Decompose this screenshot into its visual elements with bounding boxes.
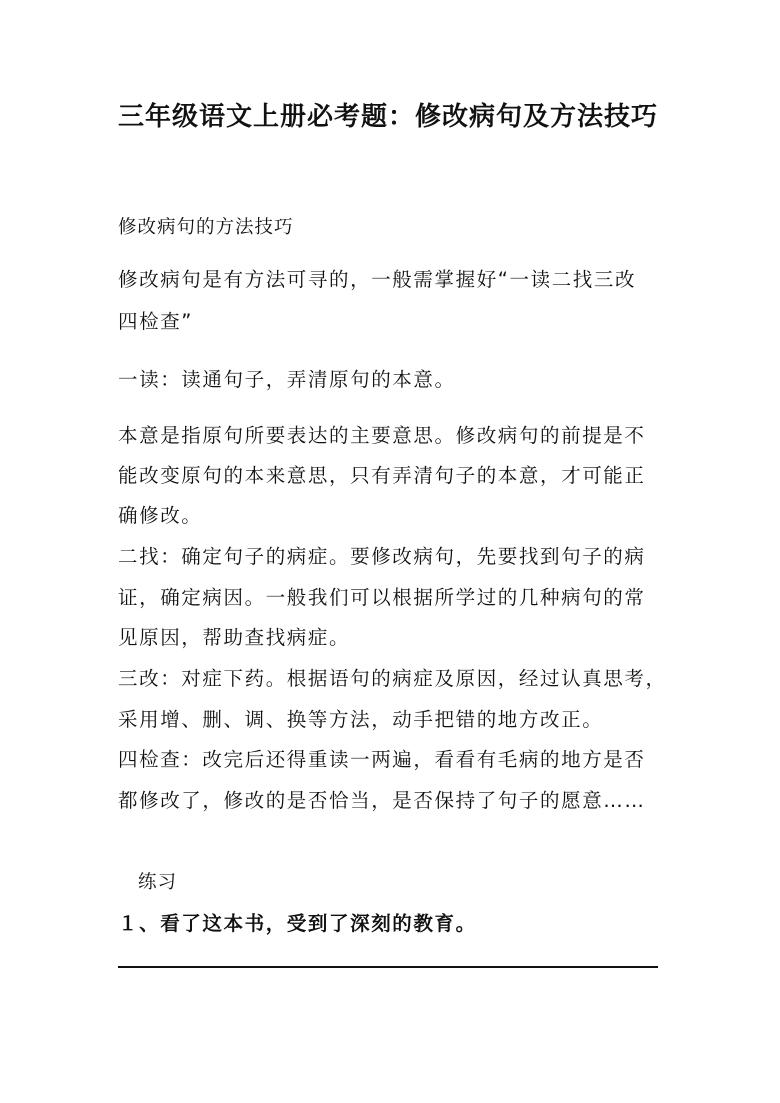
step-1-detail-line-2: 能改变原句的本来意思，只有弄清句子的本意，才可能正 xyxy=(118,464,646,487)
step-2-line-1: 二找：确定句子的病症。要修改病句，先要找到句子的病 xyxy=(118,545,646,568)
intro-line-1: 修改病句是有方法可寻的，一般需掌握好“一读二找三改 xyxy=(118,268,637,291)
answer-line xyxy=(118,966,658,968)
exercise-heading: 练习 xyxy=(138,872,178,893)
step-1-heading: 一读：读通句子，弄清原句的本意。 xyxy=(118,368,456,391)
intro-line-2: 四检查” xyxy=(118,310,194,333)
step-4-line-1: 四检查：改完后还得重读一两遍，看看有毛病的地方是否 xyxy=(118,748,646,771)
step-4-line-2: 都修改了，修改的是否恰当，是否保持了句子的愿意…… xyxy=(118,789,646,812)
section-heading: 修改病句的方法技巧 xyxy=(118,217,294,238)
step-1-detail-line-3: 确修改。 xyxy=(118,504,203,527)
step-2-line-3: 见原因，帮助查找病症。 xyxy=(118,626,351,649)
step-3-line-2: 采用增、删、调、换等方法，动手把错的地方改正。 xyxy=(118,708,604,731)
step-2-line-2: 证，确定病因。一般我们可以根据所学过的几种病句的常 xyxy=(118,586,646,609)
step-3-line-1: 三改：对症下药。根据语句的病症及原因，经过认真思考， xyxy=(118,667,667,690)
step-1-detail-line-1: 本意是指原句所要表达的主要意思。修改病句的前提是不 xyxy=(118,424,646,447)
page-title: 三年级语文上册必考题：修改病句及方法技巧 xyxy=(118,102,659,132)
exercise-item-1: １、看了这本书，受到了深刻的教育。 xyxy=(118,912,477,935)
